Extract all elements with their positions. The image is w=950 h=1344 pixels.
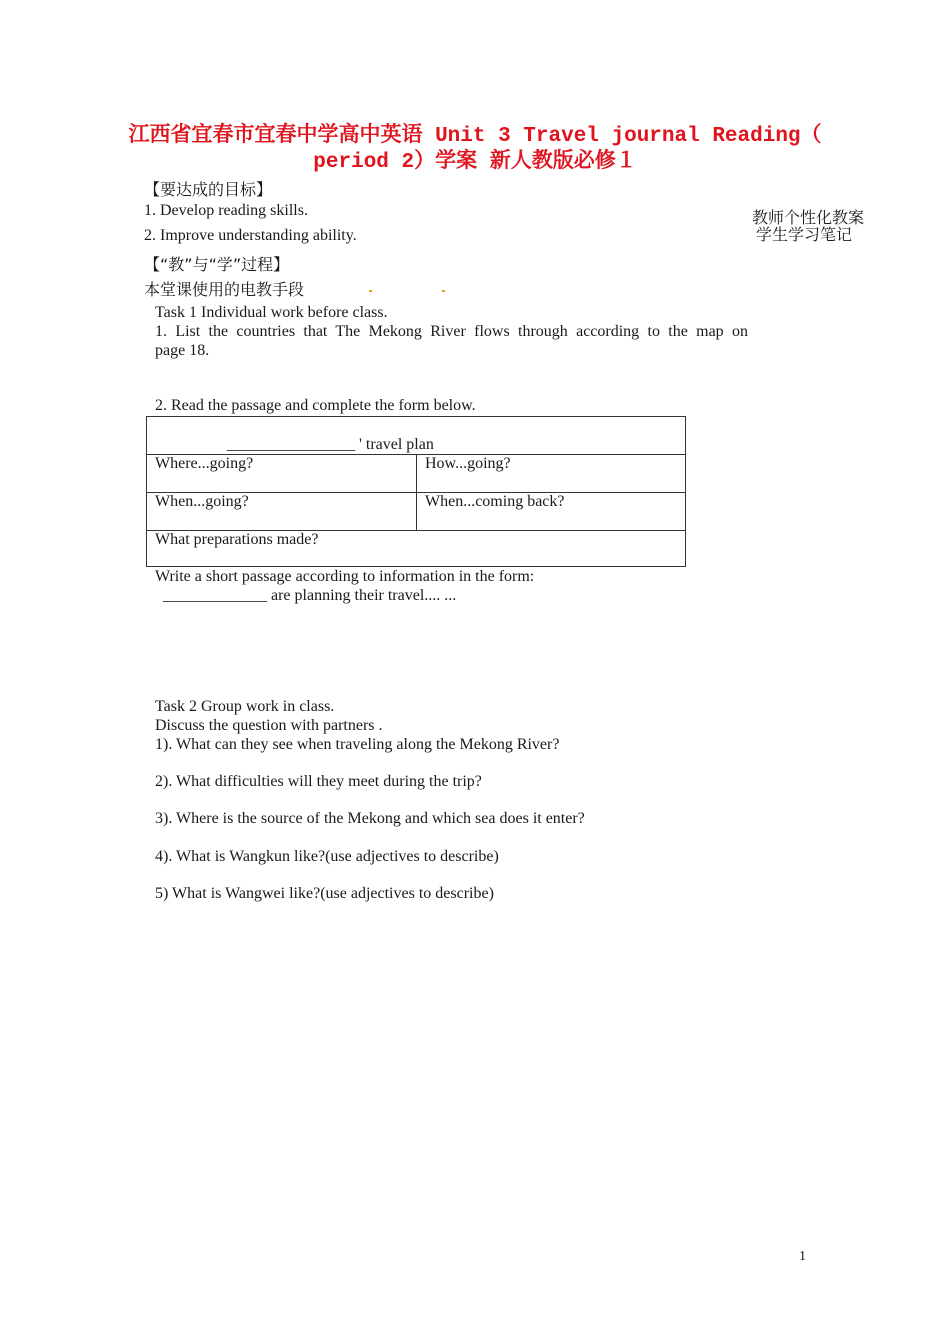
task2-title: Task 2 Group work in class. xyxy=(155,698,335,715)
task2-intro: Discuss the question with partners . xyxy=(155,717,383,734)
cell-when-going: When...going? xyxy=(155,493,249,510)
cell-preparations: What preparations made? xyxy=(155,531,319,548)
goal-item-2: 2. Improve understanding ability. xyxy=(144,227,357,244)
cell-how-going: How...going? xyxy=(425,455,511,472)
task1-question-1-line-2: page 18. xyxy=(155,342,210,359)
travel-plan-header: ________________ ' travel plan xyxy=(227,436,434,453)
cell-when-coming-back: When...coming back? xyxy=(425,493,565,510)
task1-question-2: 2. Read the passage and complete the form below. xyxy=(155,397,476,414)
task1-title: Task 1 Individual work before class. xyxy=(155,304,388,321)
task1-question-1-line-1: 1. List the countries that The Mekong River flows through according to the map on xyxy=(155,323,748,340)
page-number: 1 xyxy=(799,1249,806,1264)
process-heading: 【“教”与“学”过程】 xyxy=(144,255,290,274)
media-label: 本堂课使用的电教手段 xyxy=(144,280,305,299)
travel-plan-table xyxy=(146,416,686,567)
goals-heading: 【要达成的目标】 xyxy=(144,180,273,199)
cell-where-going: Where...going? xyxy=(155,455,254,472)
writing-starter: _____________ are planning their travel.... ... xyxy=(163,587,457,604)
task2-question-2: 2). What difficulties will they meet during the trip? xyxy=(155,773,482,790)
table-divider xyxy=(416,454,417,530)
decorative-mark xyxy=(442,290,445,292)
task2-question-3: 3). Where is the source of the Mekong and which sea does it enter? xyxy=(155,810,585,827)
teacher-notes-label: 教师个性化教案 xyxy=(752,208,865,227)
student-notes-label: 学生学习笔记 xyxy=(756,225,853,244)
goal-item-1: 1. Develop reading skills. xyxy=(144,202,308,219)
task2-question-5: 5) What is Wangwei like?(use adjectives to describe) xyxy=(155,885,494,902)
decorative-mark xyxy=(369,290,372,292)
task2-question-4: 4). What is Wangkun like?(use adjectives to describe) xyxy=(155,848,499,865)
page-title-line-1: 江西省宜春市宜春中学高中英语 Unit 3 Travel journal Reading（ xyxy=(128,125,822,148)
page-title-line-2: period 2）学案 新人教版必修１ xyxy=(313,151,637,174)
writing-instruction: Write a short passage according to information in the form: xyxy=(155,568,535,585)
task2-question-1: 1). What can they see when traveling along the Mekong River? xyxy=(155,736,560,753)
